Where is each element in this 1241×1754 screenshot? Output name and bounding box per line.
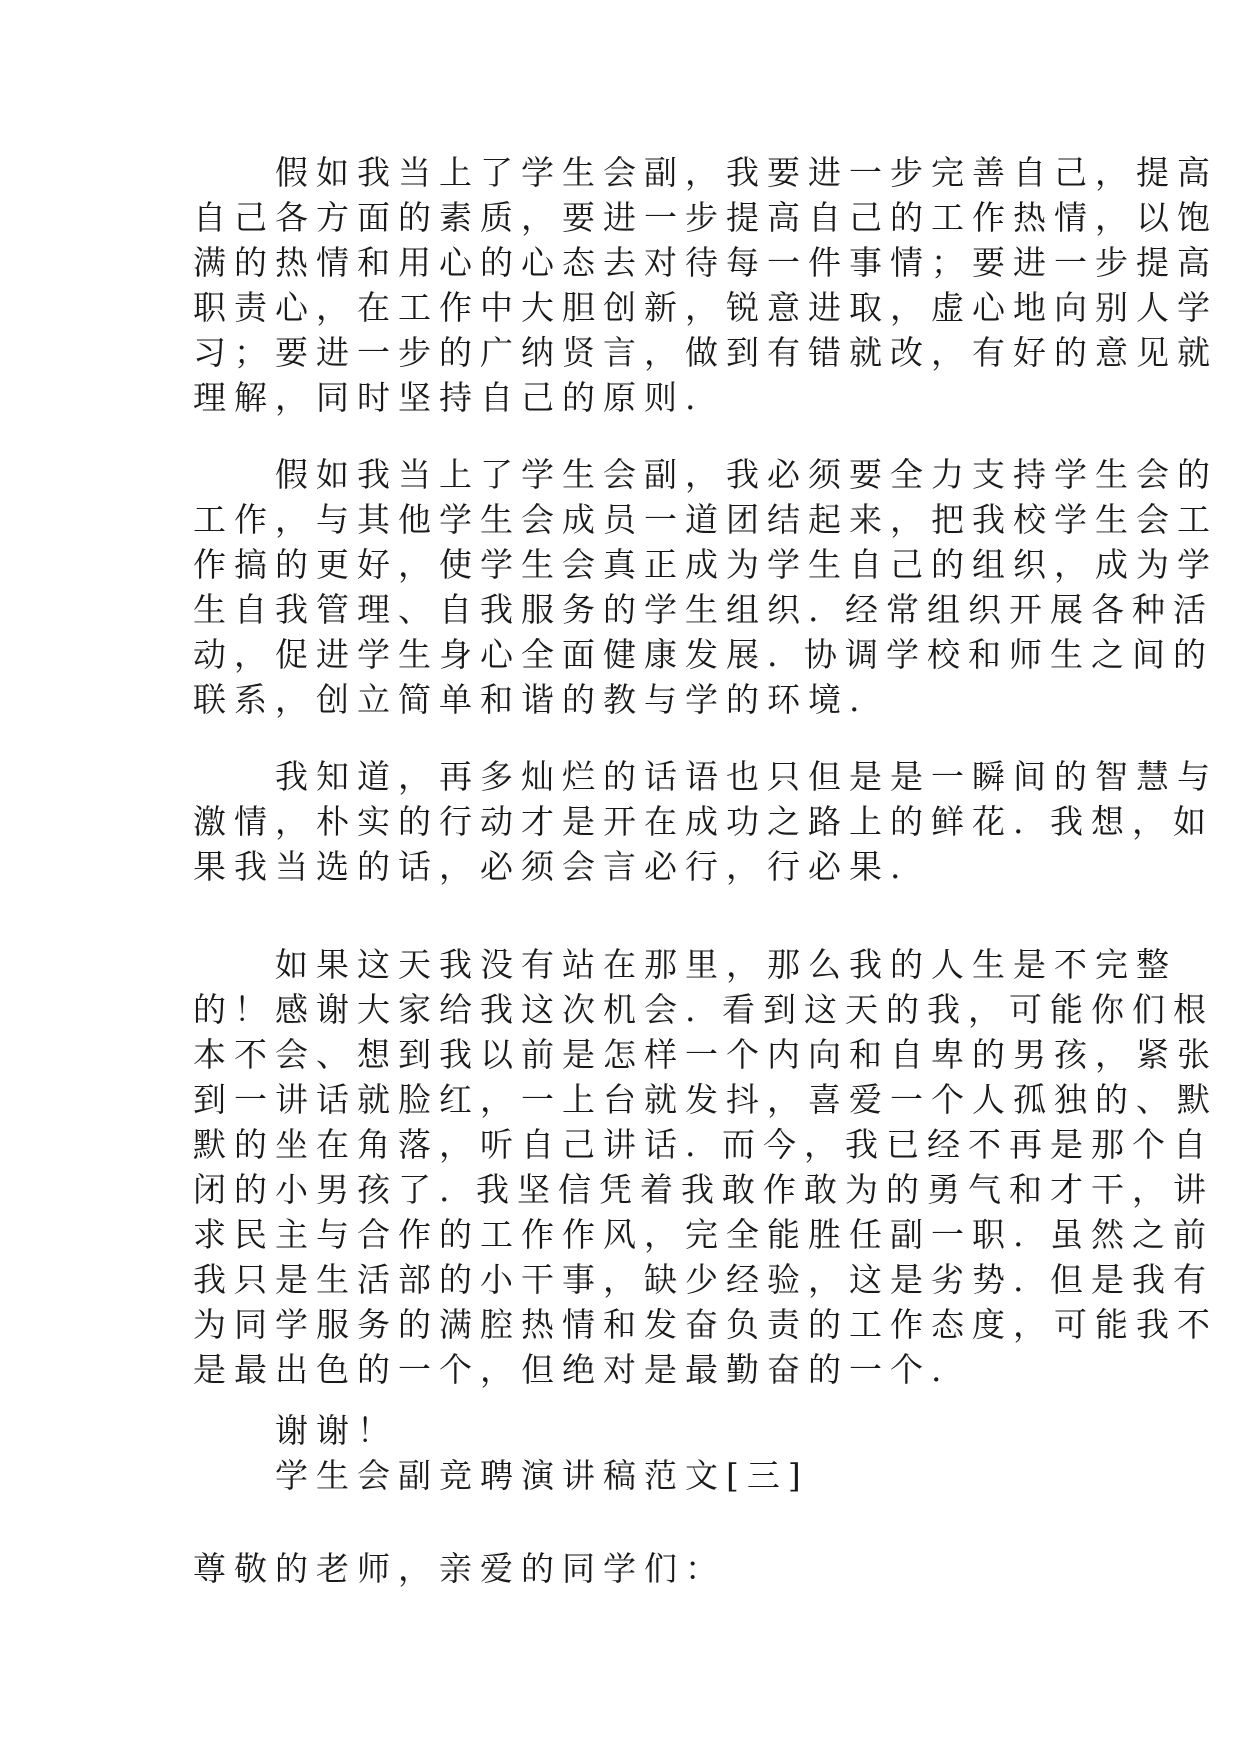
text-line: 激情，朴实的行动才是开在成功之路上的鲜花. 我想，如 (193, 802, 1214, 841)
text-line: 本不会、想到我以前是怎样一个内向和自卑的男孩，紧张 (193, 1035, 1218, 1074)
closing-block (193, 1408, 1031, 1498)
text-line: 习；要进一步的广纳贤言，做到有错就改，有好的意见就 (193, 333, 1218, 372)
text-line: 作搞的更好，使学生会真正成为学生自己的组织，成为学 (193, 545, 1218, 584)
text-line: 职责心，在工作中大胆创新，锐意进取，虚心地向别人学 (193, 288, 1218, 327)
text-line: 如果这天我没有站在那里，那么我的人生是不完整 (193, 945, 1177, 984)
text-line: 我只是生活部的小干事，缺少经验，这是劣势. 但是我有 (193, 1260, 1214, 1299)
text-line: 闭的小男孩了. 我坚信凭着我敢作敢为的勇气和才干，讲 (193, 1170, 1214, 1209)
paragraph-1 (193, 150, 1218, 420)
greeting-line: 尊敬的老师，亲爱的同学们： (193, 1549, 726, 1588)
text-line: 工作，与其他学生会成员一道团结起来，把我校学生会工 (193, 500, 1218, 539)
text-line: 动，促进学生身心全面健康发展. 协调学校和师生之间的 (193, 635, 1214, 674)
text-line: 果我当选的话，必须会言必行，行必果. (193, 847, 909, 886)
text-line: 理解，同时坚持自己的原则. (193, 378, 704, 417)
paragraph-2 (193, 452, 1218, 722)
text-line: 满的热情和用心的心态去对待每一件事情；要进一步提高 (193, 243, 1218, 282)
thanks-line: 谢谢！ (193, 1411, 398, 1450)
text-line: 是最出色的一个，但绝对是最勤奋的一个. (193, 1350, 950, 1389)
text-line: 的！感谢大家给我这次机会. 看到这天的我，可能你们根 (193, 990, 1214, 1029)
text-line: 为同学服务的满腔热情和发奋负责的工作态度，可能我不 (193, 1305, 1218, 1344)
paragraph-4 (193, 942, 1218, 1392)
text-line: 自己各方面的素质，要进一步提高自己的工作热情，以饱 (193, 198, 1218, 237)
text-line: 我知道，再多灿烂的话语也只但是是一瞬间的智慧与 (193, 757, 1218, 796)
paragraph-3 (193, 754, 1218, 889)
text-line: 假如我当上了学生会副，我要进一步完善自己，提高 (193, 153, 1218, 192)
text-line: 联系，创立简单和谐的教与学的环境. (193, 680, 868, 719)
section-heading: 学生会副竞聘演讲稿范文[三] (193, 1456, 809, 1495)
text-line: 假如我当上了学生会副，我必须要全力支持学生会的 (193, 455, 1218, 494)
text-line: 求民主与合作的工作作风，完全能胜任副一职. 虽然之前 (193, 1215, 1214, 1254)
greeting-block (193, 1546, 1031, 1591)
text-line: 默的坐在角落，听自己讲话. 而今，我已经不再是那个自 (193, 1125, 1214, 1164)
text-line: 到一讲话就脸红，一上台就发抖，喜爱一个人孤独的、默 (193, 1080, 1218, 1119)
text-line: 生自我管理、自我服务的学生组织. 经常组织开展各种活 (193, 590, 1214, 629)
